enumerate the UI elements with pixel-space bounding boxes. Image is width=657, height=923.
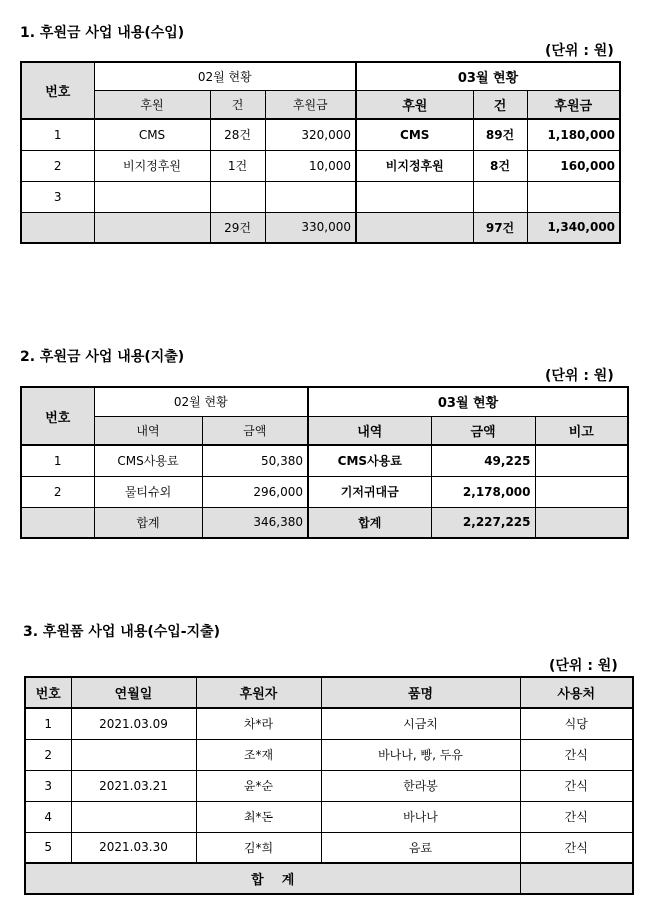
feb-item-cell: 물티슈외 <box>94 476 202 507</box>
col-number-header: 번호 <box>21 387 94 445</box>
income-table <box>20 61 621 244</box>
mar-item-cell: 기저귀대금 <box>308 476 431 507</box>
feb-amount-header: 금액 <box>202 416 308 445</box>
total-row <box>21 507 628 538</box>
mar-count-cell <box>473 181 527 212</box>
feb-amount-cell: 320,000 <box>265 119 356 150</box>
donor-header: 후원자 <box>196 677 321 708</box>
total-usage-cell <box>520 863 633 894</box>
row-number: 1 <box>21 119 94 150</box>
total-feb-amount-cell: 346,380 <box>202 507 308 538</box>
donor-cell: 차*라 <box>196 708 321 739</box>
section2-heading: 2. 후원금 사업 내용(지출) <box>20 349 185 365</box>
table-row <box>21 181 620 212</box>
note-header: 비고 <box>535 416 628 445</box>
feb-count-cell: 1건 <box>210 150 265 181</box>
date-header: 연월일 <box>71 677 196 708</box>
table-row <box>25 708 633 739</box>
total-label: 합 계 <box>25 863 520 894</box>
total-mar-amount-cell: 2,227,225 <box>431 507 535 538</box>
feb-donor-cell: CMS <box>94 119 210 150</box>
total-row <box>21 212 620 243</box>
mar-amount-header: 후원금 <box>527 90 620 119</box>
row-number: 4 <box>25 801 71 832</box>
section1-heading: 1. 후원금 사업 내용(수입) <box>20 25 185 41</box>
date-cell <box>71 801 196 832</box>
mar-amount-cell: 49,225 <box>431 445 535 476</box>
donation-goods-table <box>24 676 634 895</box>
feb-donor-cell <box>94 181 210 212</box>
total-feb-count-cell: 29건 <box>210 212 265 243</box>
total-feb-amount-cell: 330,000 <box>265 212 356 243</box>
feb-count-header: 건 <box>210 90 265 119</box>
section3-heading: 3. 후원품 사업 내용(수입-지출) <box>23 624 221 640</box>
total-row <box>25 863 633 894</box>
row-number: 3 <box>25 770 71 801</box>
row-number: 3 <box>21 181 94 212</box>
usage-header: 사용처 <box>520 677 633 708</box>
mar-amount-cell: 160,000 <box>527 150 620 181</box>
table-row <box>25 739 633 770</box>
mar-donor-cell: 비지정후원 <box>356 150 473 181</box>
usage-cell: 간식 <box>520 832 633 863</box>
row-number: 5 <box>25 832 71 863</box>
date-cell: 2021.03.30 <box>71 832 196 863</box>
mar-status-header: 03월 현황 <box>308 387 628 416</box>
feb-item-header: 내역 <box>94 416 202 445</box>
mar-donor-cell: CMS <box>356 119 473 150</box>
table-row <box>21 476 628 507</box>
usage-cell: 식당 <box>520 708 633 739</box>
total-number-cell <box>21 507 94 538</box>
note-cell <box>535 445 628 476</box>
mar-item-cell: CMS사용료 <box>308 445 431 476</box>
feb-count-cell <box>210 181 265 212</box>
total-mar-donor-cell <box>356 212 473 243</box>
mar-count-header: 건 <box>473 90 527 119</box>
mar-amount-cell: 2,178,000 <box>431 476 535 507</box>
feb-amount-cell: 10,000 <box>265 150 356 181</box>
feb-status-header: 02월 현황 <box>94 387 308 416</box>
feb-amount-cell: 50,380 <box>202 445 308 476</box>
row-number: 2 <box>25 739 71 770</box>
item-header: 품명 <box>321 677 520 708</box>
feb-donor-cell: 비지정후원 <box>94 150 210 181</box>
date-cell: 2021.03.09 <box>71 708 196 739</box>
date-cell <box>71 739 196 770</box>
usage-cell: 간식 <box>520 770 633 801</box>
feb-donor-header: 후원 <box>94 90 210 119</box>
mar-count-cell: 8건 <box>473 150 527 181</box>
table-row <box>21 150 620 181</box>
row-number: 2 <box>21 150 94 181</box>
mar-item-header: 내역 <box>308 416 431 445</box>
expense-table <box>20 386 629 539</box>
table-row <box>25 801 633 832</box>
total-feb-donor-cell <box>94 212 210 243</box>
mar-amount-cell <box>527 181 620 212</box>
note-cell <box>535 476 628 507</box>
date-cell: 2021.03.21 <box>71 770 196 801</box>
number-header: 번호 <box>25 677 71 708</box>
item-cell: 바나나, 빵, 두유 <box>321 739 520 770</box>
table-row <box>25 770 633 801</box>
mar-amount-cell: 1,180,000 <box>527 119 620 150</box>
mar-status-header: 03월 현황 <box>356 62 620 90</box>
feb-status-header: 02월 현황 <box>94 62 356 90</box>
feb-count-cell: 28건 <box>210 119 265 150</box>
total-note-cell <box>535 507 628 538</box>
feb-amount-header: 후원금 <box>265 90 356 119</box>
usage-cell: 간식 <box>520 739 633 770</box>
item-cell: 바나나 <box>321 801 520 832</box>
item-cell: 시금치 <box>321 708 520 739</box>
mar-donor-cell <box>356 181 473 212</box>
row-number: 1 <box>21 445 94 476</box>
donor-cell: 김*희 <box>196 832 321 863</box>
item-cell: 음료 <box>321 832 520 863</box>
total-feb-label: 합계 <box>94 507 202 538</box>
total-mar-label: 합계 <box>308 507 431 538</box>
mar-amount-header: 금액 <box>431 416 535 445</box>
table-row <box>21 445 628 476</box>
feb-amount-cell <box>265 181 356 212</box>
total-mar-count-cell: 97건 <box>473 212 527 243</box>
unit-label-1: (단위 : 원) <box>545 43 614 59</box>
donor-cell: 조*재 <box>196 739 321 770</box>
row-number: 1 <box>25 708 71 739</box>
total-number-cell <box>21 212 94 243</box>
col-number-header: 번호 <box>21 62 94 119</box>
table-row <box>25 832 633 863</box>
donor-cell: 최*돈 <box>196 801 321 832</box>
table-row <box>21 119 620 150</box>
unit-label-3: (단위 : 원) <box>549 658 618 674</box>
donor-cell: 윤*순 <box>196 770 321 801</box>
mar-count-cell: 89건 <box>473 119 527 150</box>
feb-item-cell: CMS사용료 <box>94 445 202 476</box>
row-number: 2 <box>21 476 94 507</box>
total-mar-amount-cell: 1,340,000 <box>527 212 620 243</box>
usage-cell: 간식 <box>520 801 633 832</box>
mar-donor-header: 후원 <box>356 90 473 119</box>
item-cell: 한라봉 <box>321 770 520 801</box>
feb-amount-cell: 296,000 <box>202 476 308 507</box>
unit-label-2: (단위 : 원) <box>545 368 614 384</box>
